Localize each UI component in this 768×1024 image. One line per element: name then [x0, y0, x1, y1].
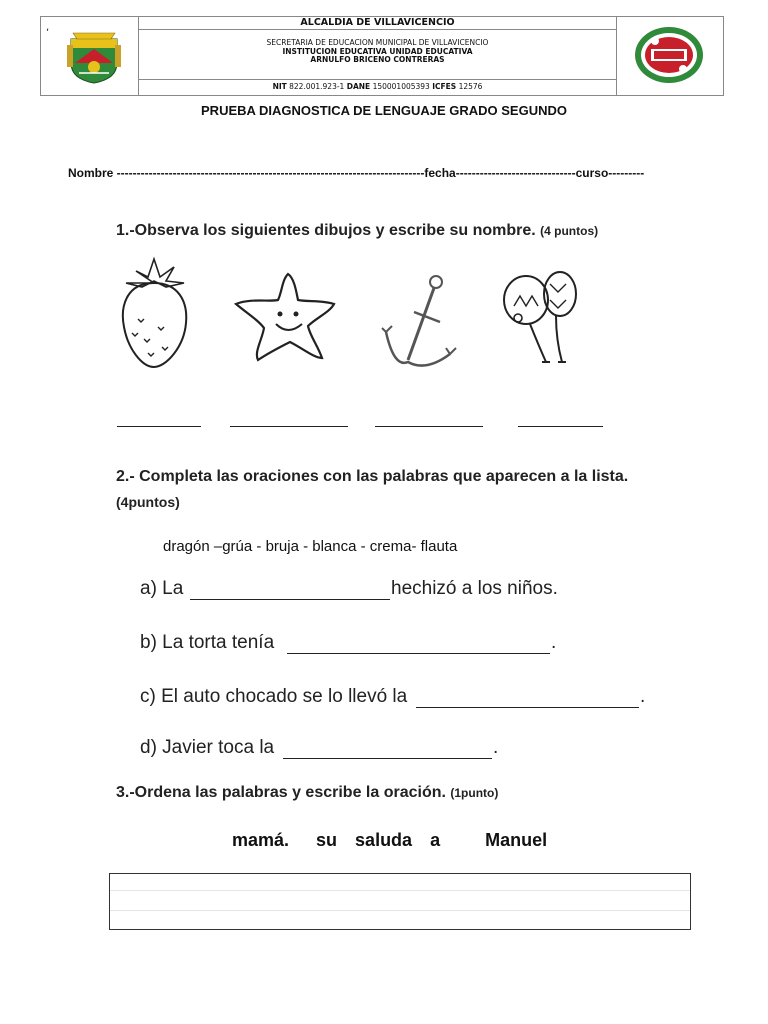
- secretaria-text: SECRETARIA DE EDUCACION MUNICIPAL DE VILLAVICENCIO: [266, 38, 489, 47]
- answer-blank-anchor[interactable]: [375, 426, 483, 427]
- sentence-c-blank[interactable]: [416, 707, 639, 708]
- municipal-crest-icon: [65, 25, 123, 85]
- strawberry-icon: [114, 255, 194, 373]
- student-info-line: Nombre -----------------------------------------------------------------------------fecha------------------------------curso---------: [68, 166, 645, 180]
- sentence-b-blank[interactable]: [287, 653, 550, 654]
- sentence-a-prefix: a) La: [140, 578, 184, 599]
- nit-label: NIT: [272, 82, 287, 91]
- sentence-b-suffix: .: [551, 632, 557, 653]
- sentence-a-suffix: hechizó a los niños.: [391, 578, 558, 599]
- dane-label: DANE: [346, 82, 371, 91]
- anchor-icon: [378, 268, 460, 376]
- sentence-d-suffix: .: [493, 737, 499, 758]
- sentence-a-blank[interactable]: [190, 599, 390, 600]
- question-1-points: (4 puntos): [540, 224, 599, 238]
- institution-name: ARNULFO BRICENO CONTRERAS: [310, 55, 445, 64]
- answer-blank-star[interactable]: [230, 426, 348, 427]
- word-list: dragón –grúa - bruja - blanca - crema- flauta: [163, 538, 458, 555]
- question-2-text: 2.- Completa las oraciones con las palabras que aparecen a la lista.: [116, 468, 629, 485]
- institution-info: [138, 39, 617, 65]
- sentence-d-blank[interactable]: [283, 758, 492, 759]
- dane-value: 150001005393: [372, 82, 430, 91]
- guide-line: [110, 890, 690, 891]
- stray-mark: ,: [46, 22, 50, 33]
- header-table: [40, 16, 724, 96]
- question-3: [116, 784, 498, 802]
- question-2-points: (4puntos): [116, 494, 180, 510]
- registry-numbers: [138, 80, 617, 94]
- question-3-text: 3.-Ordena las palabras y escribe la oración.: [116, 784, 446, 801]
- maracas-icon: [496, 266, 582, 374]
- answer-blank-maracas[interactable]: [518, 426, 603, 427]
- question-1-text: 1.-Observa los siguientes dibujos y escribe su nombre.: [116, 222, 536, 239]
- icfes-value: 12576: [458, 82, 483, 91]
- school-seal-icon: [633, 25, 705, 85]
- sentence-b-prefix: b) La torta tenía: [140, 632, 275, 653]
- page-title: PRUEBA DIAGNOSTICA DE LENGUAJE GRADO SEGUNDO: [201, 103, 567, 118]
- nit-value: 822.001.923-1: [289, 82, 345, 91]
- question-3-points: (1punto): [450, 786, 499, 800]
- sentence-answer-box[interactable]: [109, 873, 691, 930]
- icfes-label: ICFES: [432, 82, 457, 91]
- scrambled-words: mamá. su saluda a Manuel: [232, 830, 548, 850]
- sentence-d-prefix: d) Javier toca la: [140, 737, 275, 758]
- guide-line: [110, 910, 690, 911]
- question-1: [116, 222, 598, 240]
- star-icon: [230, 270, 338, 366]
- institucion-text: INSTITUCION EDUCATIVA UNIDAD EDUCATIVA: [282, 46, 473, 56]
- alcaldia-heading: ALCALDIA DE VILLAVICENCIO: [300, 17, 455, 28]
- sentence-c-suffix: .: [640, 686, 646, 707]
- sentence-c-prefix: c) El auto chocado se lo llevó la: [140, 686, 408, 707]
- answer-blank-strawberry[interactable]: [117, 426, 201, 427]
- header-rule: [138, 29, 617, 30]
